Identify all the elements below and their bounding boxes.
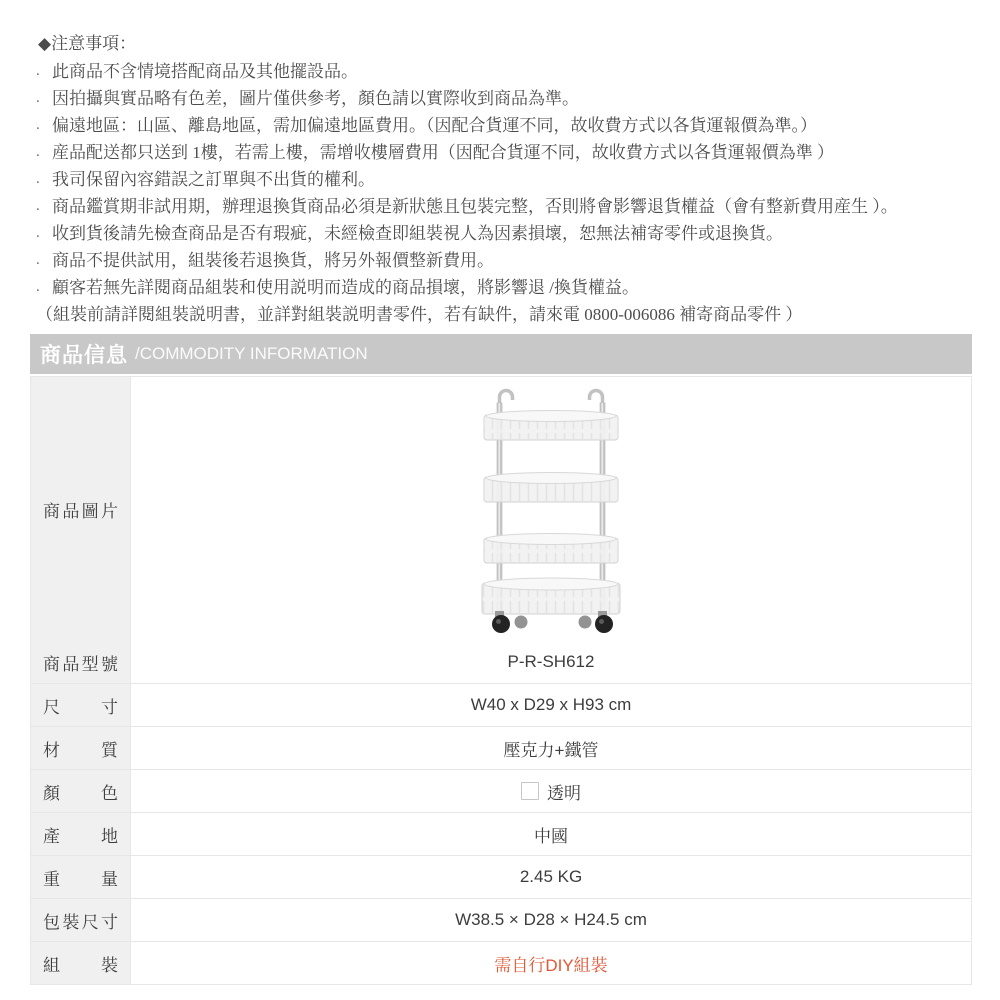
notice-item-7 [36, 220, 980, 247]
notice-list [36, 58, 980, 301]
notice-item-4 [36, 139, 980, 166]
row-value-cell [131, 641, 971, 683]
color-checkbox [521, 782, 539, 800]
notice-item-9 [36, 274, 980, 301]
row-value-cell [131, 942, 971, 984]
bullet-dot: . [36, 171, 40, 187]
notice-item-8 [36, 247, 980, 274]
row-label: 組裝 [43, 955, 118, 975]
bullet-dot: . [36, 117, 40, 133]
cart-tray-4 [482, 578, 620, 614]
row-label-cell [31, 770, 131, 812]
row-value: 壓克力+鐵管 [503, 740, 599, 760]
table-row-8 [31, 941, 971, 984]
row-label-cell [31, 899, 131, 941]
bullet-dot: . [36, 198, 40, 214]
table-row-5 [31, 812, 971, 855]
bullet-dot: . [36, 63, 40, 79]
table-row-image [31, 377, 971, 641]
row-label-cell [31, 942, 131, 984]
notice-item-3 [36, 112, 980, 139]
row-value-cell [131, 899, 971, 941]
row-value: 透明 [547, 783, 581, 803]
row-value-cell [131, 727, 971, 769]
notice-item-text: 我司保留內容錯誤之訂單與不出貨的權利。 [52, 170, 375, 189]
row-label-cell [31, 813, 131, 855]
bullet-dot: . [36, 279, 40, 295]
row-label-cell [31, 856, 131, 898]
image-row-label: 商品圖片 [43, 501, 118, 521]
table-row-1 [31, 641, 971, 683]
row-value-cell [131, 684, 971, 726]
section-title-en: /COMMODITY INFORMATION [135, 344, 368, 363]
row-value: 中國 [534, 826, 568, 846]
row-value-cell [131, 856, 971, 898]
row-label-cell [31, 641, 131, 683]
notice-item-5 [36, 166, 980, 193]
section-title-zh: 商品信息 [40, 344, 128, 367]
notice-item-text: 商品不提供試用，組裝後若退換貨，將另外報價整新費用。 [52, 251, 494, 270]
table-row-2 [31, 683, 971, 726]
row-value-cell [131, 813, 971, 855]
bullet-dot: . [36, 252, 40, 268]
cart-tray-1 [484, 411, 618, 441]
row-value: W40 x D29 x H93 cm [470, 695, 632, 714]
row-label: 尺寸 [43, 697, 118, 717]
image-row-label-cell [31, 377, 131, 641]
row-value: P-R-SH612 [507, 652, 595, 671]
table-row-6 [31, 855, 971, 898]
notice-item-text: 顧客若無先詳閱商品組裝和使用説明而造成的商品損壞，將影響退 /換貨權益。 [52, 278, 639, 297]
row-value: 需自行DIY組裝 [494, 955, 608, 975]
row-label: 重量 [43, 869, 118, 889]
row-label: 產地 [43, 826, 118, 846]
notice-item-2 [36, 85, 980, 112]
cart-tray-3 [484, 534, 618, 564]
bullet-dot: . [36, 225, 40, 241]
notice-section [0, 0, 1000, 328]
notice-title: ◆注意事項： [38, 34, 137, 53]
product-table [30, 376, 972, 985]
row-label-cell [31, 684, 131, 726]
cart-tray-2 [484, 473, 618, 503]
product-image [461, 383, 641, 635]
commodity-info-section [30, 334, 972, 985]
row-value: 2.45 KG [519, 867, 583, 886]
product-image-cell [131, 377, 971, 641]
notice-footnote: （組裝前請詳閱組裝説明書，並詳對組裝説明書零件，若有缺件，請來電 0800-006086 補寄商品零件 ） [36, 305, 803, 324]
table-row-3 [31, 726, 971, 769]
section-header [30, 334, 972, 374]
table-row-7 [31, 898, 971, 941]
notice-item-text: 商品鑑賞期非試用期，辦理退換貨商品必須是新狀態且包裝完整，否則將會影響退貨權益（會有整新費用産生 ）。 [52, 197, 898, 216]
notice-item-text: 偏遠地區：山區、離島地區，需加偏遠地區費用。（因配合貨運不同，故收費方式以各貨運報價為準。） [52, 116, 817, 135]
row-label-cell [31, 727, 131, 769]
row-label: 包裝尺寸 [43, 912, 118, 932]
bullet-dot: . [36, 144, 40, 160]
row-label: 材質 [43, 740, 118, 760]
bullet-dot: . [36, 90, 40, 106]
row-label: 商品型號 [43, 654, 118, 674]
notice-item-text: 此商品不含情境搭配商品及其他擺設品。 [52, 62, 358, 81]
notice-item-text: 因拍攝與實品略有色差，圖片僅供參考，顏色請以實際收到商品為準。 [52, 89, 579, 108]
notice-item-text: 産品配送都只送到 1樓，若需上樓，需增收樓層費用（因配合貨運不同，故收費方式以各貨運報價為準 ） [52, 143, 834, 162]
notice-item-6 [36, 193, 980, 220]
notice-item-1 [36, 58, 980, 85]
row-value: W38.5 × D28 × H24.5 cm [455, 910, 647, 929]
table-rows [31, 641, 971, 984]
row-value-cell [131, 770, 971, 812]
row-label: 顏色 [43, 783, 118, 803]
notice-item-text: 收到貨後請先檢查商品是否有瑕疵，未經檢查即組裝視人為因素損壞，恕無法補寄零件或退換貨。 [52, 224, 783, 243]
table-row-4 [31, 769, 971, 812]
